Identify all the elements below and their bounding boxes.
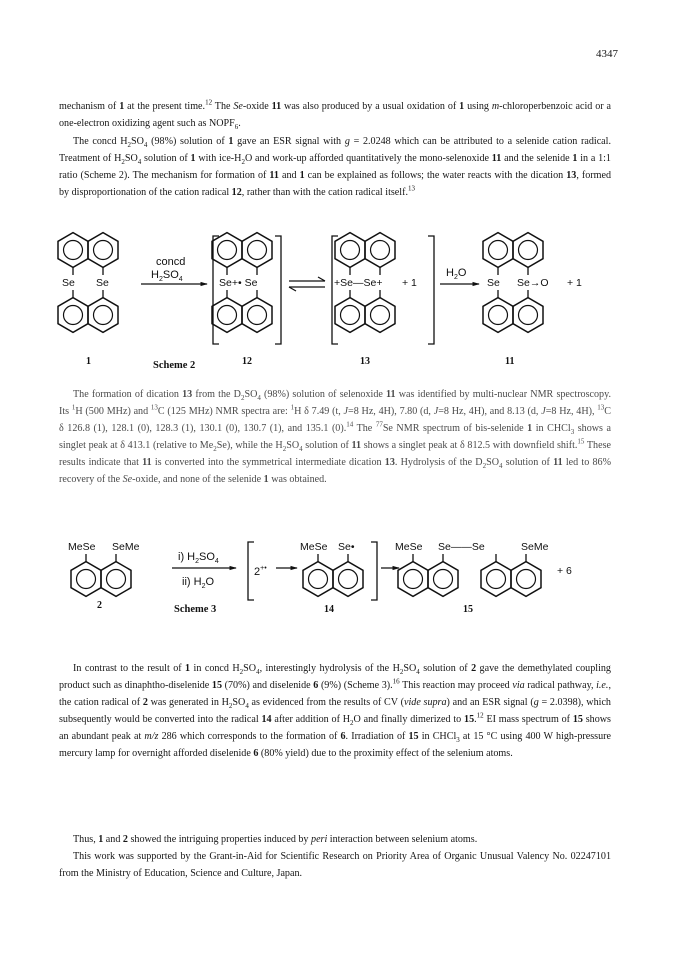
radical-cation-label: Se+• Se: [219, 277, 258, 289]
paragraph-4: In contrast to the result of 1 in concd $H_2SO_4$, interestingly hydrolysis of the $H_2SO_4$ solution of 2 gave the demethylated coupling product such as dinaphtho-diselenide 15 (70%) and diselenide 6 (9%) (Scheme 3).$^{16}$ This reaction may proceed via radical pathway, i.e., the cation radical of 2 was generated in $H_2SO_4$ as evidenced from the results of CV (vide supra) and an ESR signal (g = 2.0398), which subsequently would be converted into the radical 14 after addition of $H_2O$ and finally dimerized to 15.12 EI mass spectrum of 15 shows an abundant peak at m/z 286 which corresponds to the formation of 6. Irradiation of 15 in CHCl$_3$ at 15 °C using 400 W high-pressure mercury lamp for overnight afforded diselenide 6 (80% yield) due to the proximity effect of the selenium atoms.: [59, 663, 611, 760]
mese-label: MeSe: [395, 541, 423, 553]
compound-11-structure: [483, 233, 582, 333]
compound-15-structure: [395, 541, 549, 596]
compound-14-structure: [300, 541, 363, 596]
compound-label-14: 14: [324, 604, 334, 615]
compound-label-1: 1: [86, 356, 91, 367]
se-label: Se: [487, 277, 500, 289]
se-se-bond-label: Se——Se: [438, 541, 485, 553]
scheme-3: [0, 528, 675, 648]
compound-label-15: 15: [463, 604, 473, 615]
compound-label-2: 2: [97, 600, 102, 611]
bracket-right: [428, 236, 434, 344]
seme-label: SeMe: [521, 541, 549, 553]
mese-label: MeSe: [300, 541, 328, 553]
compound-label-13: 13: [360, 356, 370, 367]
paragraph-3: The formation of dication 13 from the $D_2SO_4$ (98%) solution of selenoxide 11 was identified by multi-nuclear NMR spectroscopy. Its $^1$H (500 MHz) and $^{13}$C (125 MHz) NMR spectra are: $^1$H δ 7.49 (t, J=8 Hz, 4H), 7.80 (d, J=8 Hz, 4H), and 8.13 (d, J=8 Hz, 4H), $^{13}$C δ 126.8 (1), 128.1 (0), 128.3 (1), 130.1 (0), 130.7 (1), and 135.1 (0).$^{14}$ The $^{77}$Se NMR spectrum of bis-selenide 1 in CHCl$_3$ shows a singlet peak at δ 413.1 (relative to $Me_2Se$), while the $H_2SO_4$ solution of 11 shows a singlet peak at δ 812.5 with downfield shift.$^{15}$ These results indicate that 11 is converted into the symmetrical intermediate dication 13. Hydrolysis of the $D_2SO_4$ solution of 11 led to 86% recovery of the Se-oxide, and none of the selenide 1 was obtained.: [59, 389, 612, 486]
scheme-2-title: Scheme 2: [153, 360, 196, 371]
step-1-reagent: i) $H_2SO_4$: [178, 551, 219, 565]
step-2-reagent: ii) $H_2O$: [182, 576, 215, 590]
plus-one: + 1: [567, 277, 582, 289]
se-label: Se: [96, 277, 109, 289]
se-label: Se: [62, 277, 75, 289]
paragraph-2: The concd $H_2SO_4$ (98%) solution of 1 gave an ESR signal with g = 2.0248 which can be attributed to a selenide cation radical. Treatment of $H_2SO_4$ solution of 1 with ice-$H_2O$ and work-up afforded quantitatively the mono-selenoxide 11 and the selenide 1 in a 1:1 ratio (Scheme 2). The mechanism for formation of 11 and 1 can be explained as follows; the water reacts with the dication 13, formed by disproportionation of the cation radical 12, rather than with the cation radical itself.$^{13}$: [59, 136, 612, 199]
page-number: 4347: [596, 48, 618, 60]
se-radical-label: Se•: [338, 541, 355, 553]
reagent-concd: concd: [156, 256, 186, 268]
compound-1-structure: [58, 233, 118, 333]
compound-label-11: 11: [505, 356, 515, 367]
plus-one: + 1: [402, 277, 417, 289]
equilibrium-arrow: [289, 277, 325, 291]
reagent-h2so4: $H_2SO_4$: [151, 269, 183, 283]
compound-13-structure: [334, 233, 395, 333]
radical-cation-2: 2+•: [254, 565, 267, 578]
mese-label: MeSe: [68, 541, 96, 553]
seme-label: SeMe: [112, 541, 140, 553]
reagent-water: $H_2O$: [446, 267, 467, 281]
bracket-right: [275, 236, 281, 344]
dication-label: +Se—Se+: [334, 277, 383, 289]
plus-six: + 6: [557, 565, 572, 577]
compound-2-structure: [68, 541, 140, 596]
paragraph-6-acknowledgment: This work was supported by the Grant-in-Aid for Scientific Research on Priority Area of Organic Unusual Valency No. 02247101 from the Ministry of Education, Science and Culture, Japan.: [59, 851, 611, 880]
compound-12-structure: [212, 233, 272, 333]
scheme-3-title: Scheme 3: [174, 604, 217, 615]
bracket-right: [371, 542, 377, 600]
selenoxide-label: Se→O: [517, 277, 549, 289]
paragraph-1: mechanism of 1 at the present time.$^{12}$ The Se-oxide 11 was also produced by a usual oxidation of 1 using m-chloroperbenzoic acid or a one-electron oxidizing agent such as $NOPF_6$.: [59, 98, 611, 132]
paragraph-5: Thus, 1 and 2 showed the intriguing properties induced by peri interaction between selenium atoms.: [73, 834, 478, 845]
scheme-2: [0, 228, 675, 378]
compound-label-12: 12: [242, 356, 252, 367]
